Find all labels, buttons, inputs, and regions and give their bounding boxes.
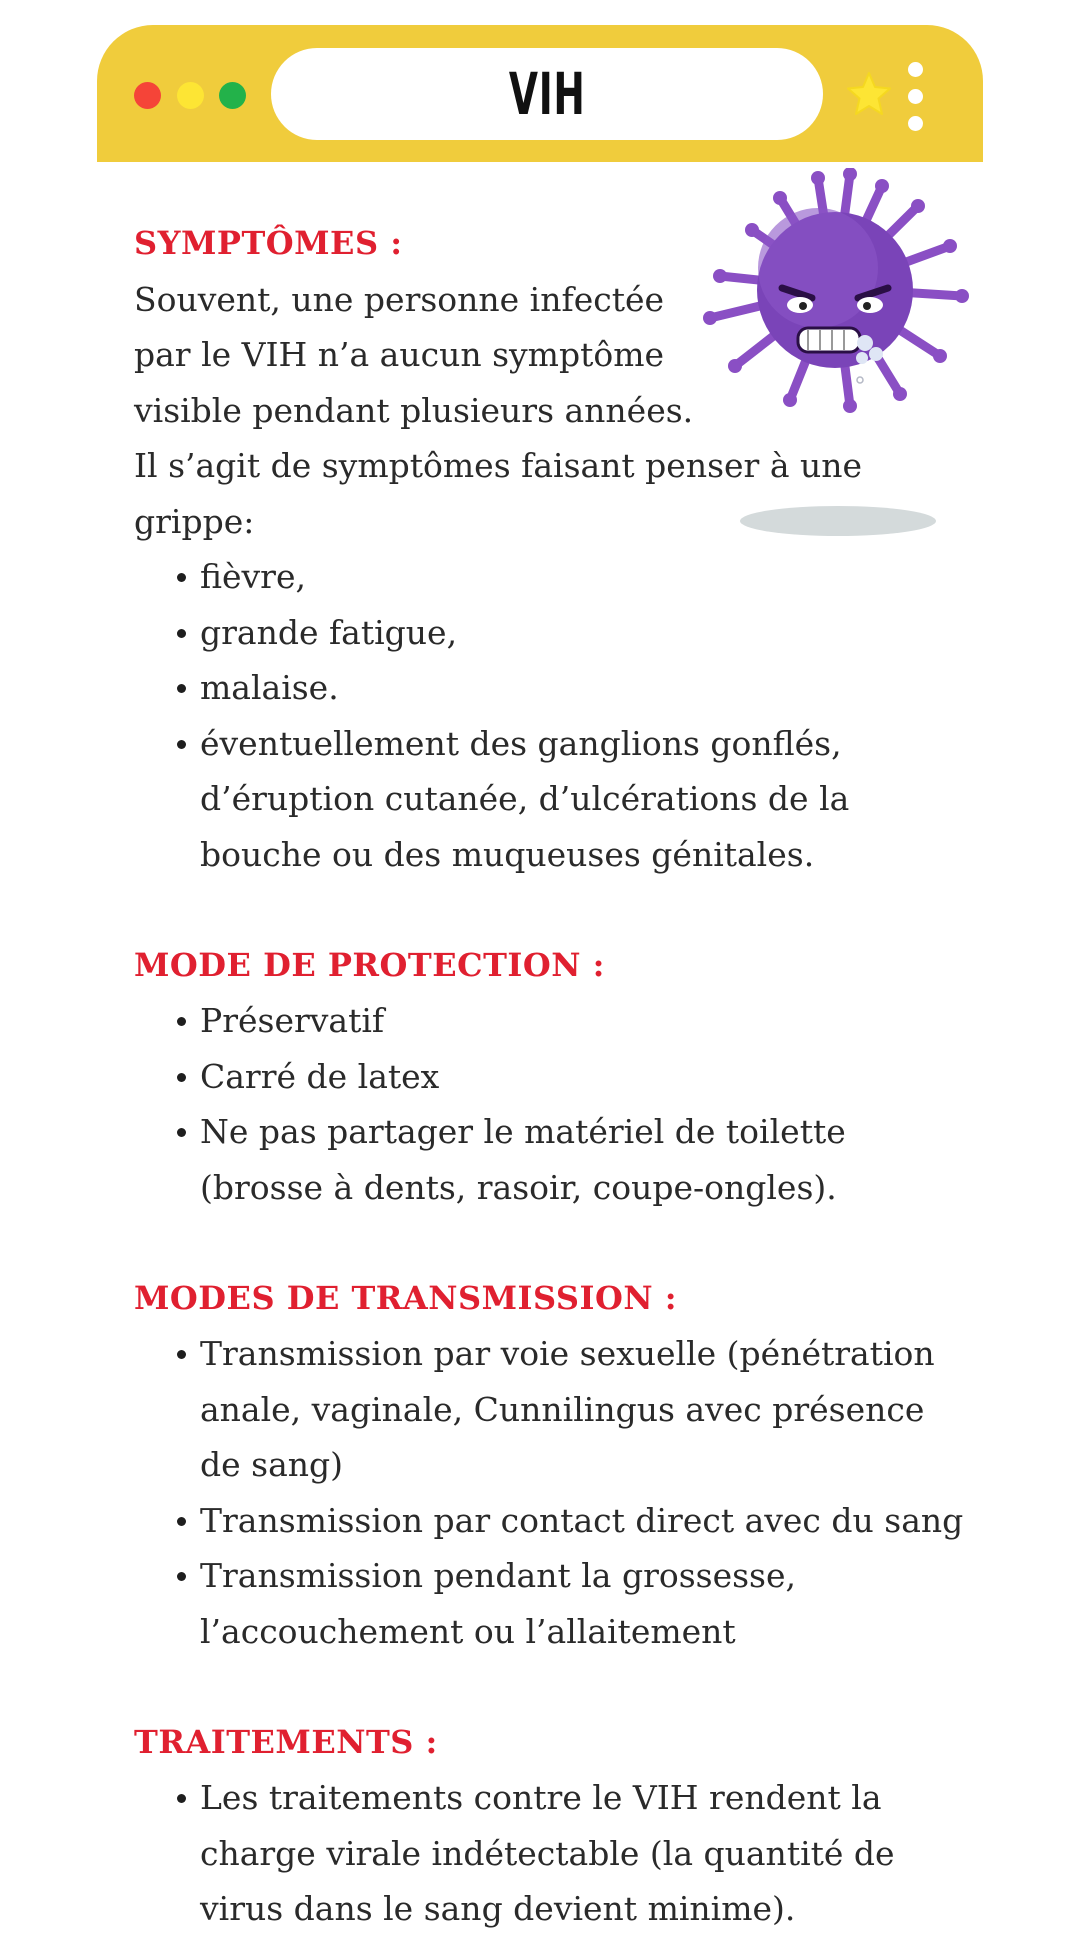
list-item: Transmission pendant la grossesse, l’accouchement ou l’allaitement [200,1548,964,1659]
list-item: Transmission par voie sexuelle (pénétration anale, vaginale, Cunnilingus avec présence de sang) [200,1326,964,1493]
minimize-dot-icon[interactable] [177,82,204,109]
protection-heading: MODE DE PROTECTION : [134,945,605,984]
list-item: Les traitements contre le VIH rendent la charge virale indétectable (la quantité de virus dans le sang devient minime). [200,1770,964,1937]
protection-list [134,993,964,1215]
page-title: VIH [508,60,586,128]
star-icon[interactable] [845,70,893,118]
traitements-list [134,1770,964,1937]
list-item: Préservatif [200,993,964,1049]
symptomes-heading: SYMPTÔMES : [134,224,403,262]
symptomes-lead: Il s’agit de symptômes faisant penser à une grippe: [134,446,863,541]
symptomes-intro: Souvent, une personne infectée par le VIH n’a aucun symptôme visible pendant plusieurs années. [134,279,694,430]
list-item: fièvre, [200,549,964,605]
transmission-heading: MODES DE TRANSMISSION : [134,1278,678,1317]
list-item: Ne pas partager le matériel de toilette (brosse à dents, rasoir, coupe-ongles). [200,1104,964,1215]
symptomes-list [134,549,964,882]
close-dot-icon[interactable] [134,82,161,109]
list-item: Carré de latex [200,1049,964,1105]
list-item: éventuellement des ganglions gonflés, d’éruption cutanée, d’ulcérations de la bouche ou des muqueuses génitales. [200,716,964,883]
traitements-heading: TRAITEMENTS : [134,1722,438,1761]
maximize-dot-icon[interactable] [219,82,246,109]
list-item: malaise. [200,660,964,716]
address-bar[interactable] [271,48,823,140]
main-content [134,216,964,1937]
list-item: Transmission par contact direct avec du sang [200,1493,964,1549]
browser-bar [97,25,983,162]
list-item: grande fatigue, [200,605,964,661]
transmission-list [134,1326,964,1659]
kebab-menu-icon[interactable] [905,62,925,162]
